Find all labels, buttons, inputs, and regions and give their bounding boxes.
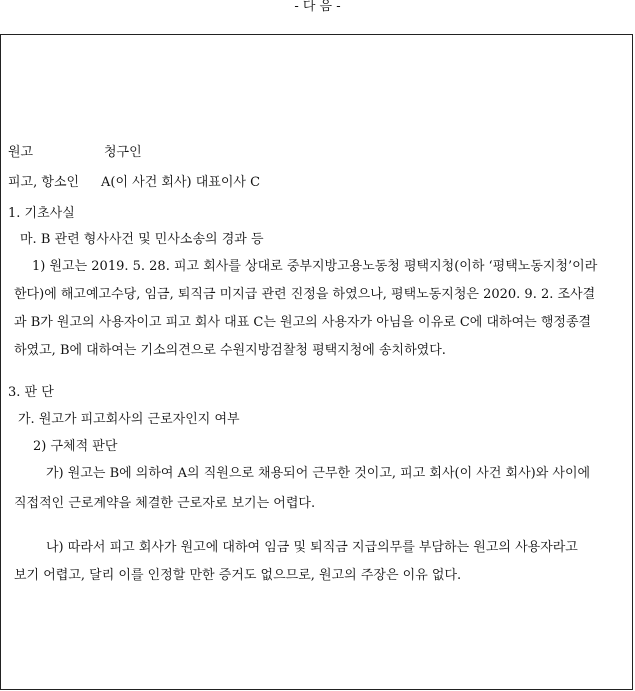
para-ga-line-1: 가) 원고는 B에 의하여 A의 직원으로 채용되어 근무한 것이고, 피고 회사(이 사건 회사)와 사이에 — [46, 466, 591, 481]
plaintiff-label: 원고 — [8, 145, 34, 160]
section3-subheading-a: 가. 원고가 피고회사의 근로자인지 여부 — [18, 412, 240, 427]
plaintiff-role: 청구인 — [104, 145, 142, 160]
section1-para-line-4: 하였고, B에 대하여는 기소의견으로 수원지방검찰청 평택지청에 송치하였다. — [14, 343, 446, 358]
defendant-label: 피고, 항소인 — [8, 175, 80, 190]
para-ga-line-2: 직접적인 근로계약을 체결한 근로자로 보기는 어렵다. — [14, 496, 316, 511]
defendant-value: A(이 사건 회사) 대표이사 C — [101, 175, 261, 190]
section1-subheading: 마. B 관련 형사사건 및 민사소송의 경과 등 — [20, 232, 264, 247]
document-box — [0, 34, 633, 690]
section1-para-line-2: 한다)에 해고예고수당, 임금, 퇴직금 미지급 관련 진정을 하였으나, 평택노동지청은 2020. 9. 2. 조사결 — [14, 287, 596, 302]
para-na-line-1: 나) 따라서 피고 회사가 원고에 대하여 임금 및 퇴직금 지급의무를 부담하는 원고의 사용자라고 — [46, 540, 578, 555]
notice-title: - 다 음 - — [294, 0, 341, 14]
section1-para-line-1: 1) 원고는 2019. 5. 28. 피고 회사를 상대로 중부지방고용노동청 평택지청(이하 ‘평택노동지청’이라 — [32, 259, 598, 274]
section1-heading: 1. 기초사실 — [8, 206, 75, 221]
para-na-line-2: 보기 어렵고, 달리 이를 인정할 만한 증거도 없으므로, 원고의 주장은 이유 없다. — [14, 568, 462, 583]
section3-heading: 3. 판 단 — [8, 385, 54, 400]
section3-subheading-2: 2) 구체적 판단 — [33, 439, 118, 454]
section1-para-line-3: 과 B가 원고의 사용자이고 피고 회사 대표 C는 원고의 사용자가 아님을 이유로 C에 대하여는 행정종결 — [14, 315, 592, 330]
